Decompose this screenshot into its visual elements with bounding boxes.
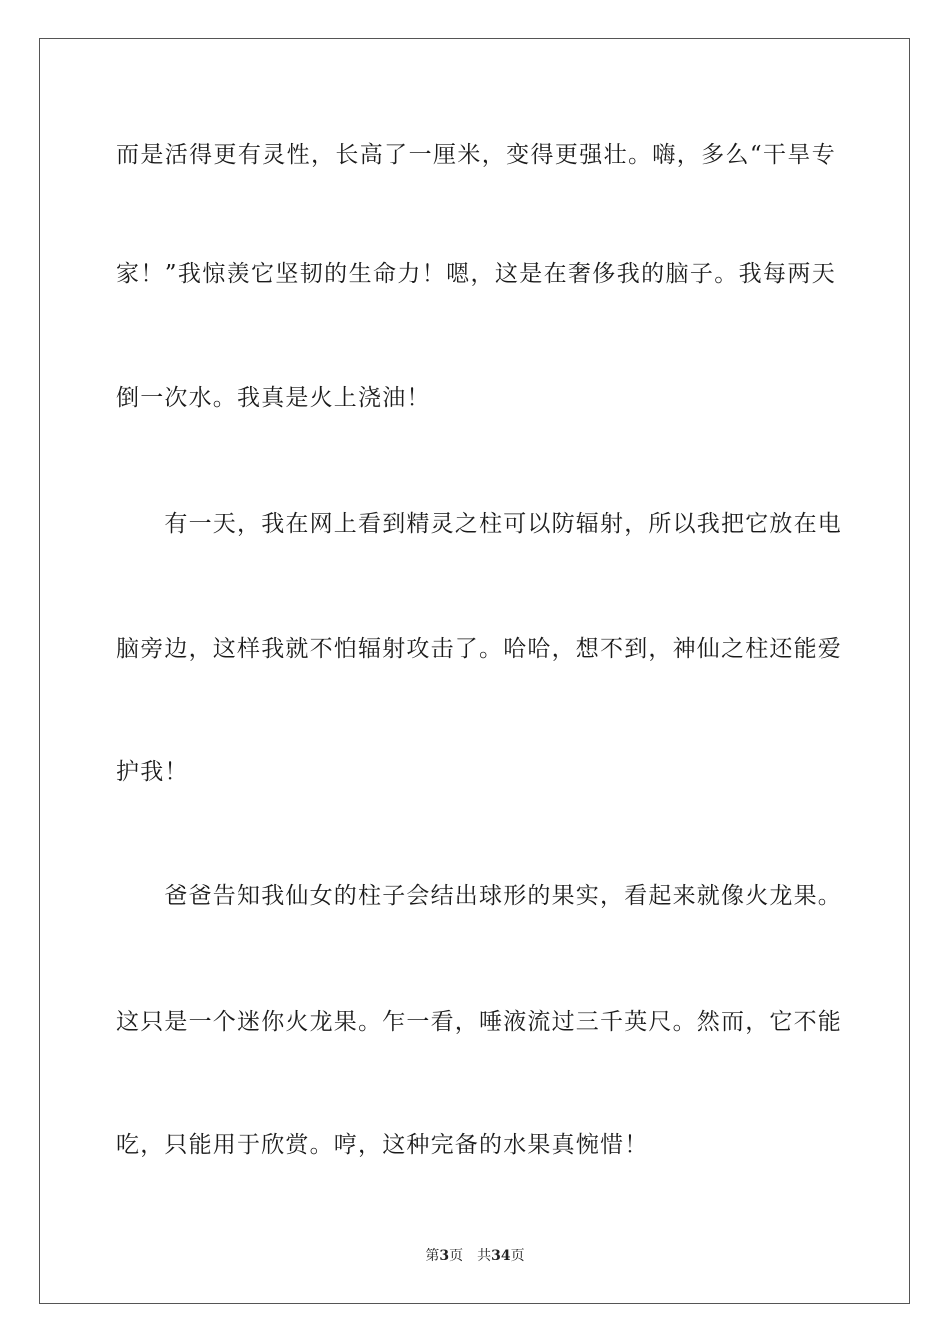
- body-text-line-6: 护我！: [116, 759, 189, 785]
- page-border: [39, 38, 910, 1304]
- body-text-line-1: 而是活得更有灵性，长高了一厘米，变得更强壮。嗨，多么“干旱专: [116, 142, 836, 168]
- page-prefix: 第: [425, 1248, 440, 1264]
- page-total-number: 34: [491, 1248, 511, 1264]
- body-text-line-3: 倒一次水。我真是火上浇油！: [116, 385, 431, 411]
- body-text-line-4: 有一天，我在网上看到精灵之柱可以防辐射，所以我把它放在电: [116, 511, 842, 537]
- page-unit: 页: [449, 1248, 464, 1264]
- body-text-line-9: 吃，只能用于欣赏。哼，这种完备的水果真惋惜！: [116, 1132, 649, 1158]
- body-text-line-2: 家！”我惊羡它坚韧的生命力！嗯，这是在奢侈我的脑子。我每两天: [116, 261, 836, 287]
- body-text-line-7: 爸爸告知我仙女的柱子会结出球形的果实，看起来就像火龙果。: [116, 883, 842, 909]
- page-footer: [0, 1247, 950, 1265]
- total-prefix: 共: [477, 1248, 492, 1264]
- page-current-number: 3: [439, 1248, 450, 1264]
- body-text-line-5: 脑旁边，这样我就不怕辐射攻击了。哈哈，想不到，神仙之柱还能爱: [116, 636, 842, 662]
- total-unit: 页: [510, 1248, 525, 1264]
- body-text-line-8: 这只是一个迷你火龙果。乍一看，唾液流过三千英尺。然而，它不能: [116, 1009, 842, 1035]
